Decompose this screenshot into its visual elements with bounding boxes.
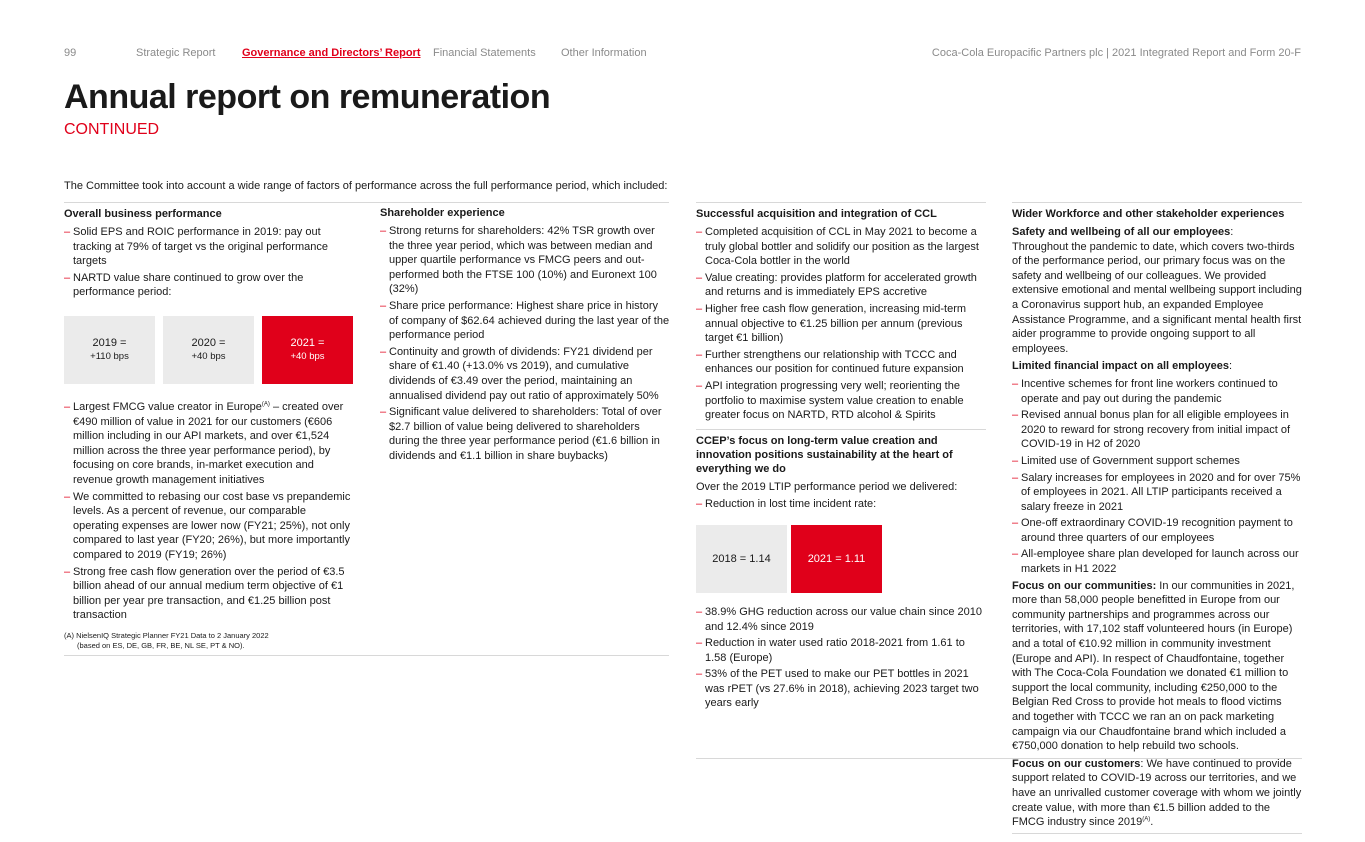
report-title: Coca-Cola Europacific Partners plc | 2021 Integrated Report and Form 20-F (931, 47, 1301, 59)
page-title: Annual report on remuneration (64, 78, 551, 116)
top-navigation (64, 47, 1301, 61)
list-item: – Reduction in water used ratio 2018-2021 from 1.61 to 1.58 (Europe) (696, 636, 986, 665)
bullet-list (696, 497, 986, 512)
paragraph: Safety and wellbeing of all our employees: Throughout the pandemic to date, which covers two-thirds of the performance period, our primary focus was on the safety and wellbeing of our colleagues. We provided extensive emotional and mental wellbeing support including a Coronavirus support hub, an expanded Employee Assistance Programme, and a significant mental health first aider programme to provide ongoing support to all employees. (1012, 226, 1302, 355)
paragraph: Over the 2019 LTIP performance period we delivered: (696, 480, 958, 493)
list-item: – Higher free cash flow generation, increasing mid-term annual objective to €1.25 billion per annum (previous target €1 billion) (696, 302, 986, 346)
lost-time-incident-boxes (696, 525, 986, 593)
nav-financial-statements[interactable]: Financial Statements (433, 47, 536, 59)
list-item: – Completed acquisition of CCL in May 2021 to become a truly global bottler and solidify our position as the largest Coca-Cola bottler in the world (696, 225, 986, 269)
list-item: – Share price performance: Highest share price in history of company of $62.64 achieved during the last year of the performance period (380, 299, 670, 343)
shareholder-experience-section (380, 206, 670, 466)
section-heading: Successful acquisition and integration of CCL (696, 208, 937, 220)
list-item: – Significant value delivered to shareholders: Total of over $2.7 billion of value being delivered to shareholders during the three year performance period (€1.6 billion in dividends and €1.1 billion in share buybacks) (380, 405, 670, 463)
bullet-list (380, 224, 670, 464)
nav-strategic-report[interactable]: Strategic Report (136, 47, 216, 59)
stat-box-2019: 2019 = +110 bps (64, 316, 155, 384)
list-item: – Continuity and growth of dividends: FY21 dividend per share of €1.40 (+13.0% vs 2019), and cumulative dividends of €3.49 over the period, maintaining an annualised dividend pay out ratio of approximately 50% (380, 345, 670, 403)
list-item: – One-off extraordinary COVID-19 recognition payment to around three quarters of our employees (1012, 516, 1302, 545)
list-item: – We committed to rebasing our cost base vs prepandemic levels. As a percent of revenue, our comparable operating expenses are lower now (FY21; 25%), not only compared to last year (FY20; 26%), but more importantly compared to 2019 (FY19; 26%) (64, 490, 354, 563)
list-item: – Reduction in lost time incident rate: (696, 497, 986, 512)
stat-box-2021: 2021 = +40 bps (262, 316, 353, 384)
page-number: 99 (64, 47, 77, 59)
page-subtitle: CONTINUED (64, 121, 160, 138)
section-heading: Shareholder experience (380, 207, 505, 219)
footnote: (A) NielsenIQ Strategic Planner FY21 Data to 2 January 2022 (based on ES, DE, GB, FR, BE, NL SE, PT & NO). (64, 630, 269, 650)
list-item: – Strong returns for shareholders: 42% TSR growth over the three year period, which was between median and upper quartile performance vs FMCG peers and out-performed both the FTSE 100 (10%) and Euronext 100 (32%) (380, 224, 670, 297)
section-heading: Wider Workforce and other stakeholder experiences (1012, 208, 1285, 220)
divider (1012, 833, 1302, 834)
list-item: – Strong free cash flow generation over the period of €3.5 billion ahead of our annual medium term objective of €1 billion per year pre transaction, and €1.25 billion post transaction (64, 565, 354, 623)
bullet-list (696, 605, 986, 711)
list-item: – 38.9% GHG reduction across our value chain since 2010 and 12.4% since 2019 (696, 605, 986, 634)
section-heading: CCEP’s focus on long-term value creation and innovation positions sustainability at the heart of everything we do (696, 434, 953, 475)
list-item: – Salary increases for employees in 2020 and for over 75% of employees in 2021. All LTIP participants received a salary freeze in 2021 (1012, 471, 1302, 515)
divider (696, 429, 986, 430)
bullet-list (64, 225, 354, 300)
bullet-list (1012, 377, 1302, 577)
paragraph: Focus on our communities: In our communities in 2021, more than 58,000 people benefitted in Europe from our community partnerships and programmes across our territories, with 17,102 staff volunteered hours (in Europe) and a total of €10.92 million in community investment (Europe and API). In respect of Chaudfontaine, together with The Coca-Cola Foundation we donated €1 million to support the local community, including €250,000 to the Belgian Red Cross to provide hot meals to flood victims and together with TCCC we ran an on pack marketing campaign via our Chaudfontaine brand which included a €750,000 donation to help rebuild two schools. (1012, 579, 1295, 753)
list-item: – 53% of the PET used to make our PET bottles in 2021 was rPET (vs 27.6% in 2018), achieving 2023 target two years early (696, 667, 986, 711)
nav-other-information[interactable]: Other Information (561, 47, 647, 59)
list-item: – API integration progressing very well; reorienting the portfolio to maximise system value creation to enable greater focus on NARTD, RTD alcohol & Spirits (696, 379, 986, 423)
list-item: – All-employee share plan developed for launch across our markets in H1 2022 (1012, 547, 1302, 576)
list-item: – Incentive schemes for front line workers continued to operate and pay out during the pandemic (1012, 377, 1302, 406)
nav-governance-report[interactable]: Governance and Directors’ Report (242, 47, 421, 59)
bullet-list (696, 225, 986, 423)
list-item: – NARTD value share continued to grow over the performance period: (64, 271, 354, 300)
bullet-list (64, 400, 354, 623)
list-item: – Solid EPS and ROIC performance in 2019: pay out tracking at 79% of target vs the original performance targets (64, 225, 354, 269)
paragraph: Limited financial impact on all employees: (1012, 360, 1233, 373)
stat-box-2021: 2021 = 1.11 (791, 525, 882, 593)
nartd-value-share-boxes (64, 316, 354, 384)
list-item: – Largest FMCG value creator in Europe$^{(A)}$ – created over €490 million of value in 2021 for our customers (€606 million including in our API markets, and over €1,524 million across the three year performance period), by focusing on core brands, in-market execution and revenue growth management initiatives (64, 400, 354, 488)
divider (64, 651, 669, 656)
list-item: – Value creating: provides platform for accelerated growth and returns and is immediately EPS accretive (696, 271, 986, 300)
stat-box-2020: 2020 = +40 bps (163, 316, 254, 384)
list-item: – Further strengthens our relationship with TCCC and enhances our position for continued future expansion (696, 348, 986, 377)
section-heading: Overall business performance (64, 208, 222, 220)
list-item: – Limited use of Government support schemes (1012, 454, 1302, 469)
stat-box-2018: 2018 = 1.14 (696, 525, 787, 593)
ccl-acquisition-section (696, 202, 986, 759)
paragraph: Focus on our customers: We have continued to provide support related to COVID-19 across our territories, and we have an unrivalled customer coverage with whom we jointly create value, with more than €1.5 billion added to the FMCG industry since $2019^{(A)}$. (1012, 757, 1302, 829)
list-item: – Revised annual bonus plan for all eligible employees in 2020 to reward for strong recovery from initial impact of COVID-19 in H2 of 2020 (1012, 408, 1302, 452)
wider-workforce-section (1012, 202, 1302, 834)
intro-text: The Committee took into account a wide range of factors of performance across the full performance period, which included: (64, 180, 668, 192)
